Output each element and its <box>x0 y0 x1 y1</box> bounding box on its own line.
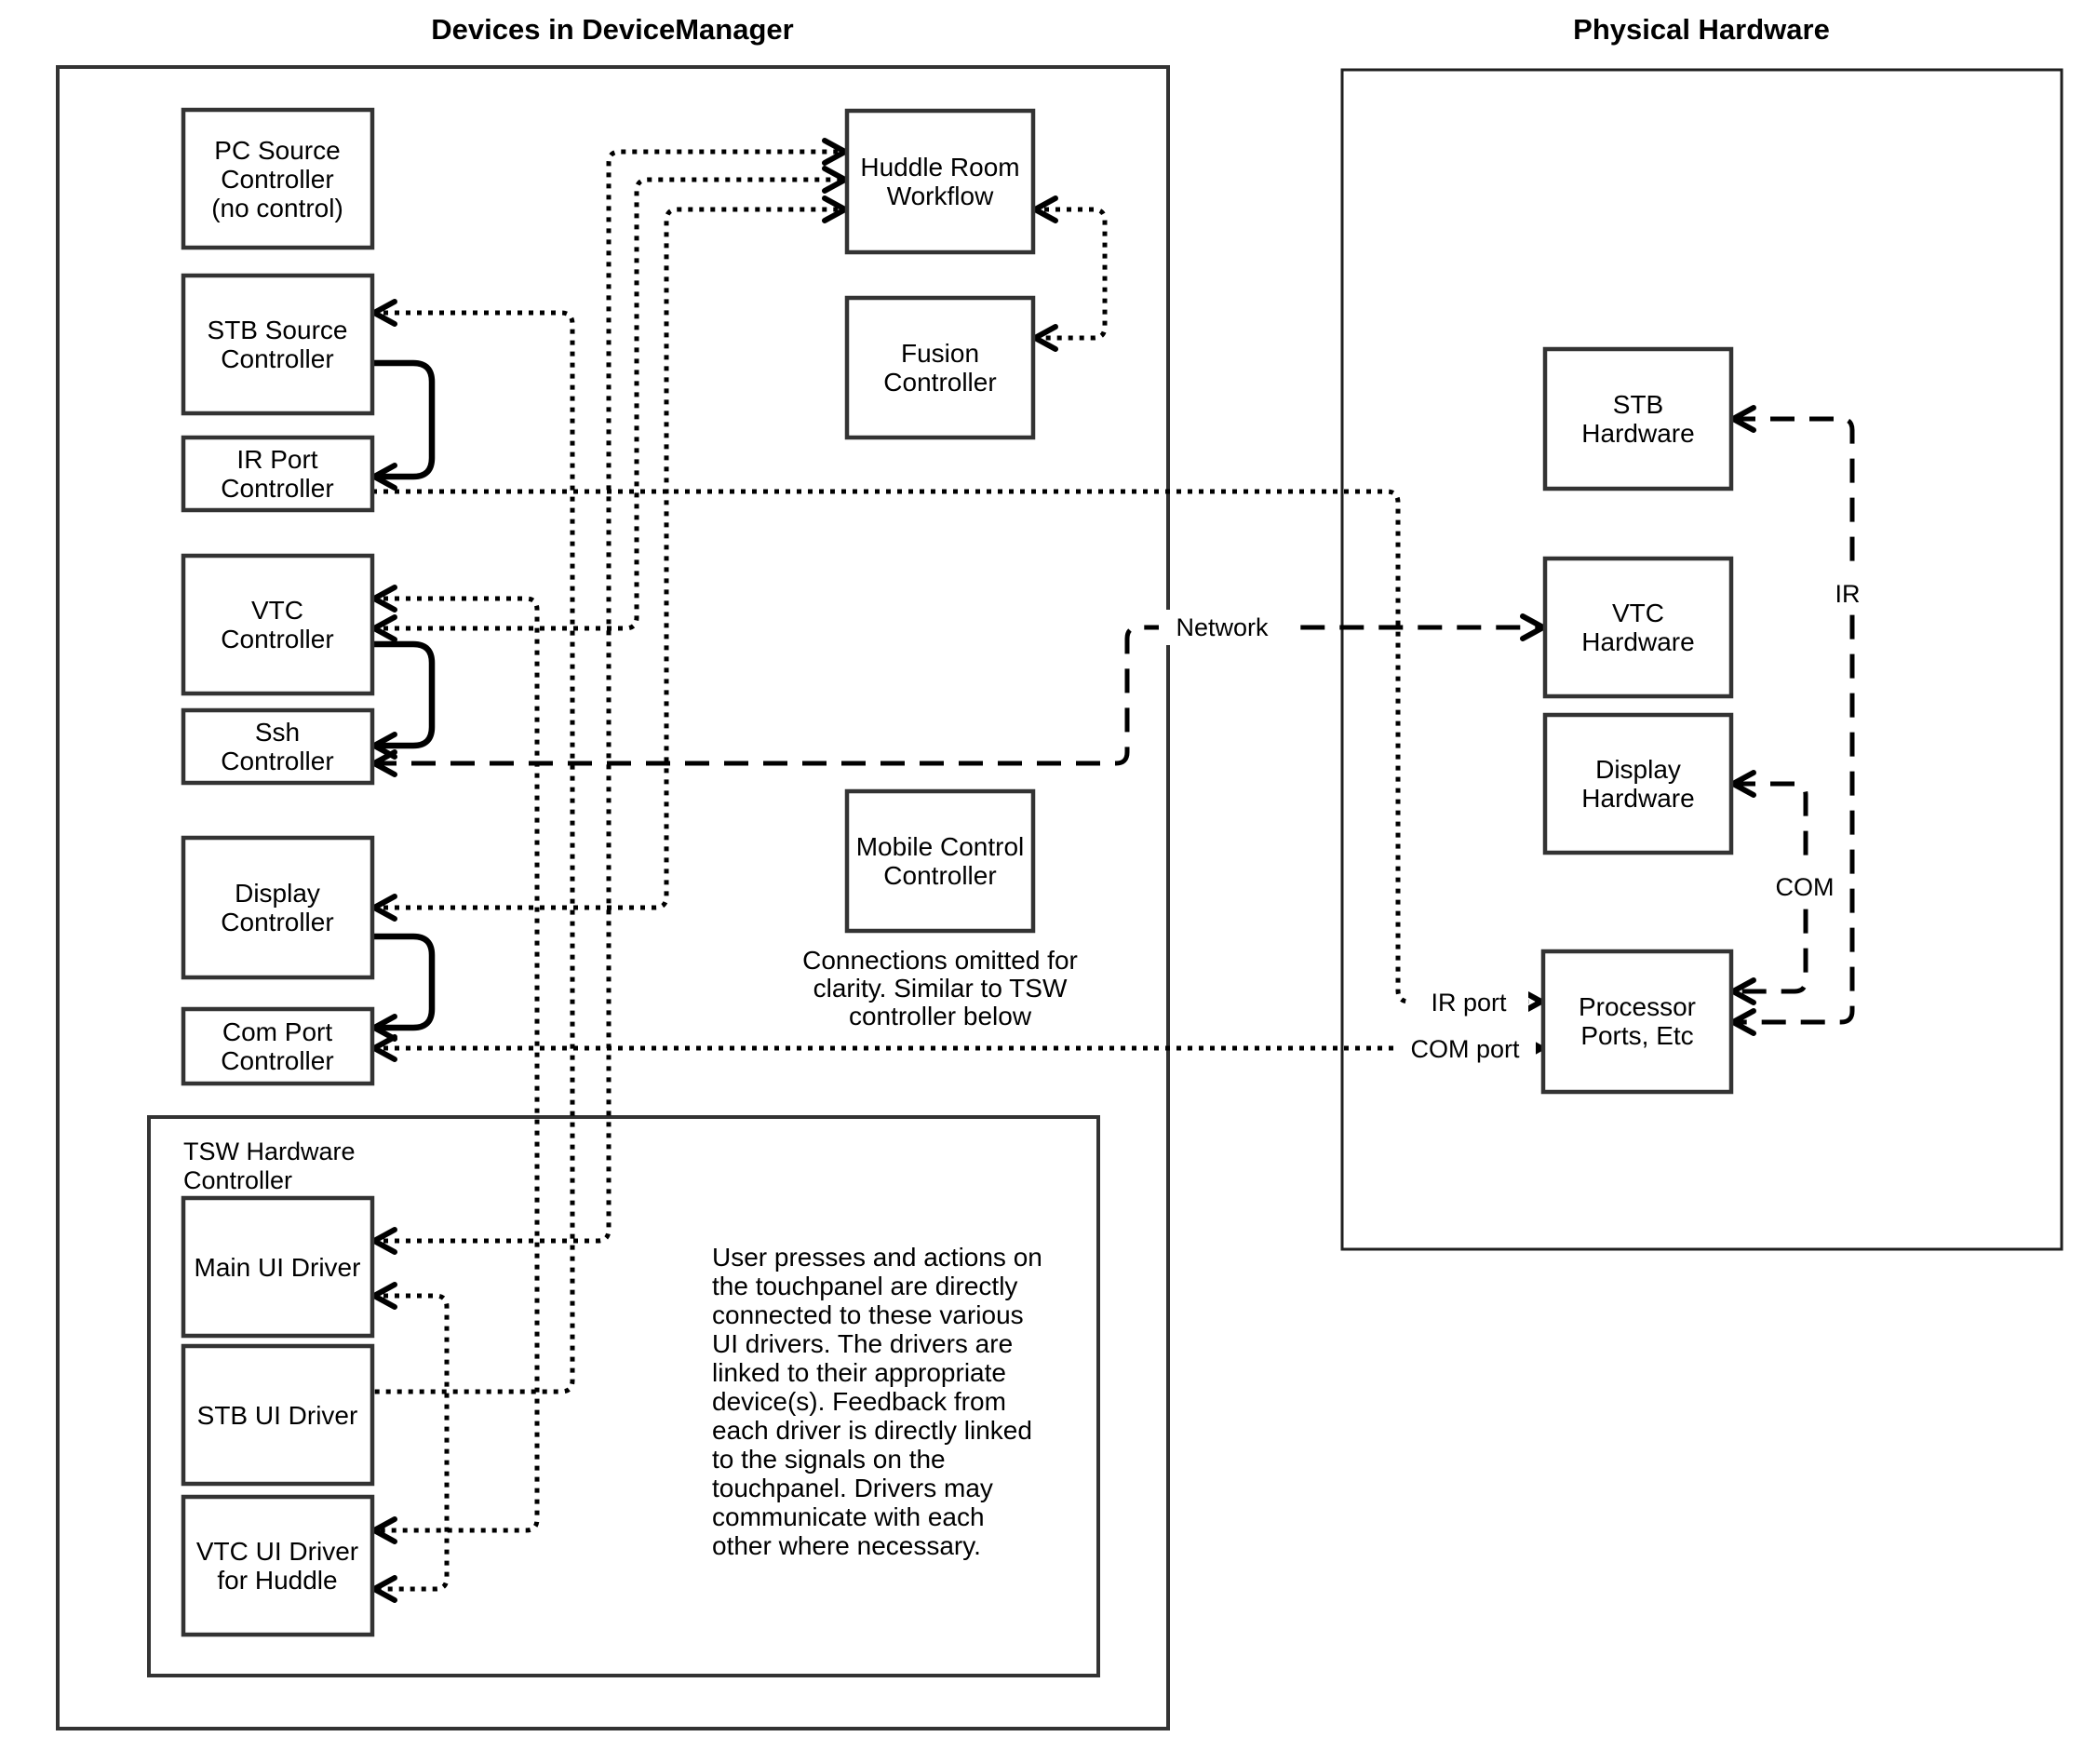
edge-display-to-com-port <box>372 936 432 1028</box>
tsw-note-line: UI drivers. The drivers are <box>712 1329 1014 1358</box>
edge-vtc-to-ssh <box>372 644 432 746</box>
tsw-note-line: device(s). Feedback from <box>712 1387 1006 1416</box>
node-vtc-ui-driver <box>183 1497 372 1635</box>
ir-port-controller-label: IR Port <box>236 445 318 474</box>
tsw-note-line: other where necessary. <box>712 1531 981 1560</box>
node-pc-source-controller <box>183 110 372 248</box>
physical-hardware-title: Physical Hardware <box>1573 13 1830 46</box>
vtc-controller-label: VTC <box>251 596 303 625</box>
edge-huddle-to-fusion <box>1033 209 1105 338</box>
mobile-control-controller-label: Mobile Control <box>855 832 1025 861</box>
node-vtc-hardware <box>1545 559 1731 696</box>
node-processor-ports <box>1543 951 1731 1092</box>
com-port-label: COM port <box>1410 1035 1520 1063</box>
pc-source-controller-label: (no control) <box>211 194 343 222</box>
tsw-note-line: User presses and actions on <box>712 1243 1042 1272</box>
huddle-room-workflow-label: Huddle Room <box>860 153 1020 182</box>
main-ui-driver-label: Main UI Driver <box>194 1253 361 1282</box>
vtc-hardware-label: VTC <box>1612 599 1664 627</box>
display-hardware-label: Display <box>1595 755 1681 784</box>
mobile-caption-line: Connections omitted for <box>802 946 1078 975</box>
display-controller-label: Display <box>235 879 320 908</box>
node-main-ui-driver <box>183 1198 372 1336</box>
tsw-note-line: the touchpanel are directly <box>712 1272 1018 1300</box>
com-label: COM <box>1775 873 1835 901</box>
fusion-controller-label: Fusion <box>900 339 980 368</box>
edge-ir-stb-hardware-to-processor <box>1731 419 1852 1022</box>
node-mobile-control-controller <box>847 791 1033 931</box>
stb-source-controller-label: Controller <box>221 344 334 373</box>
stb-ui-driver-label: STB UI Driver <box>196 1401 358 1430</box>
node-stb-source-controller <box>183 276 372 413</box>
edge-main-ui-to-vtc-ui <box>372 1296 447 1589</box>
ssh-controller-label: Ssh <box>254 718 301 747</box>
node-com-port-controller <box>183 1009 372 1084</box>
tsw-note-line: each driver is directly linked <box>712 1416 1032 1445</box>
processor-ports-label: Ports, Etc <box>1580 1021 1694 1050</box>
node-display-hardware <box>1545 715 1731 853</box>
node-huddle-room-workflow <box>847 111 1033 252</box>
display-controller-label: Controller <box>221 908 334 936</box>
edge-stb-source-to-ir-port <box>372 363 432 477</box>
mobile-caption-line: clarity. Similar to TSW <box>813 974 1068 1003</box>
vtc-controller-label: Controller <box>221 625 334 653</box>
mobile-control-controller-label: Controller <box>883 861 997 890</box>
tsw-label: TSW Hardware <box>183 1138 356 1165</box>
mobile-caption-line: controller below <box>848 1002 1032 1030</box>
huddle-room-workflow-label: Workflow <box>886 182 994 210</box>
node-fusion-controller <box>847 298 1033 438</box>
pc-source-controller-label: Controller <box>221 165 334 194</box>
edge-vtc-to-huddle <box>372 180 847 628</box>
com-port-controller-label: Com Port <box>222 1017 333 1046</box>
mobile-caption <box>802 946 1078 1030</box>
stb-source-controller-label: STB Source <box>207 316 348 344</box>
tsw-label: Controller <box>183 1166 293 1194</box>
stb-hardware-label: STB <box>1612 390 1664 419</box>
edge-network-ssh-to-vtc-hardware <box>372 627 1545 763</box>
ssh-controller-label: Controller <box>221 747 334 775</box>
tsw-note-line: linked to their appropriate <box>712 1358 1006 1387</box>
processor-ports-label: Processor <box>1578 992 1697 1021</box>
network-label: Network <box>1176 613 1269 641</box>
vtc-hardware-label: Hardware <box>1581 627 1695 656</box>
device-manager-title: Devices in DeviceManager <box>431 13 794 46</box>
stb-hardware-label: Hardware <box>1581 419 1695 448</box>
node-stb-hardware <box>1545 349 1731 489</box>
ir-port-label: IR port <box>1431 989 1507 1017</box>
ir-label: IR <box>1835 580 1861 608</box>
tsw-note-line: to the signals on the <box>712 1445 946 1474</box>
fusion-controller-label: Controller <box>883 368 997 397</box>
node-stb-ui-driver <box>183 1346 372 1484</box>
display-hardware-label: Hardware <box>1581 784 1695 813</box>
pc-source-controller-label: PC Source <box>214 136 341 165</box>
ir-port-controller-label: Controller <box>221 474 334 503</box>
tsw-note-line: communicate with each <box>712 1502 985 1531</box>
vtc-ui-driver-label: for Huddle <box>217 1566 338 1595</box>
node-display-controller <box>183 838 372 977</box>
tsw-note-line: touchpanel. Drivers may <box>712 1474 993 1502</box>
com-port-controller-label: Controller <box>221 1046 334 1075</box>
tsw-note-line: connected to these various <box>712 1300 1024 1329</box>
node-ir-port-controller <box>183 438 372 510</box>
node-vtc-controller <box>183 556 372 693</box>
vtc-ui-driver-label: VTC UI Driver <box>195 1537 359 1566</box>
tsw-note-text <box>712 1243 1042 1560</box>
node-ssh-controller <box>183 710 372 783</box>
